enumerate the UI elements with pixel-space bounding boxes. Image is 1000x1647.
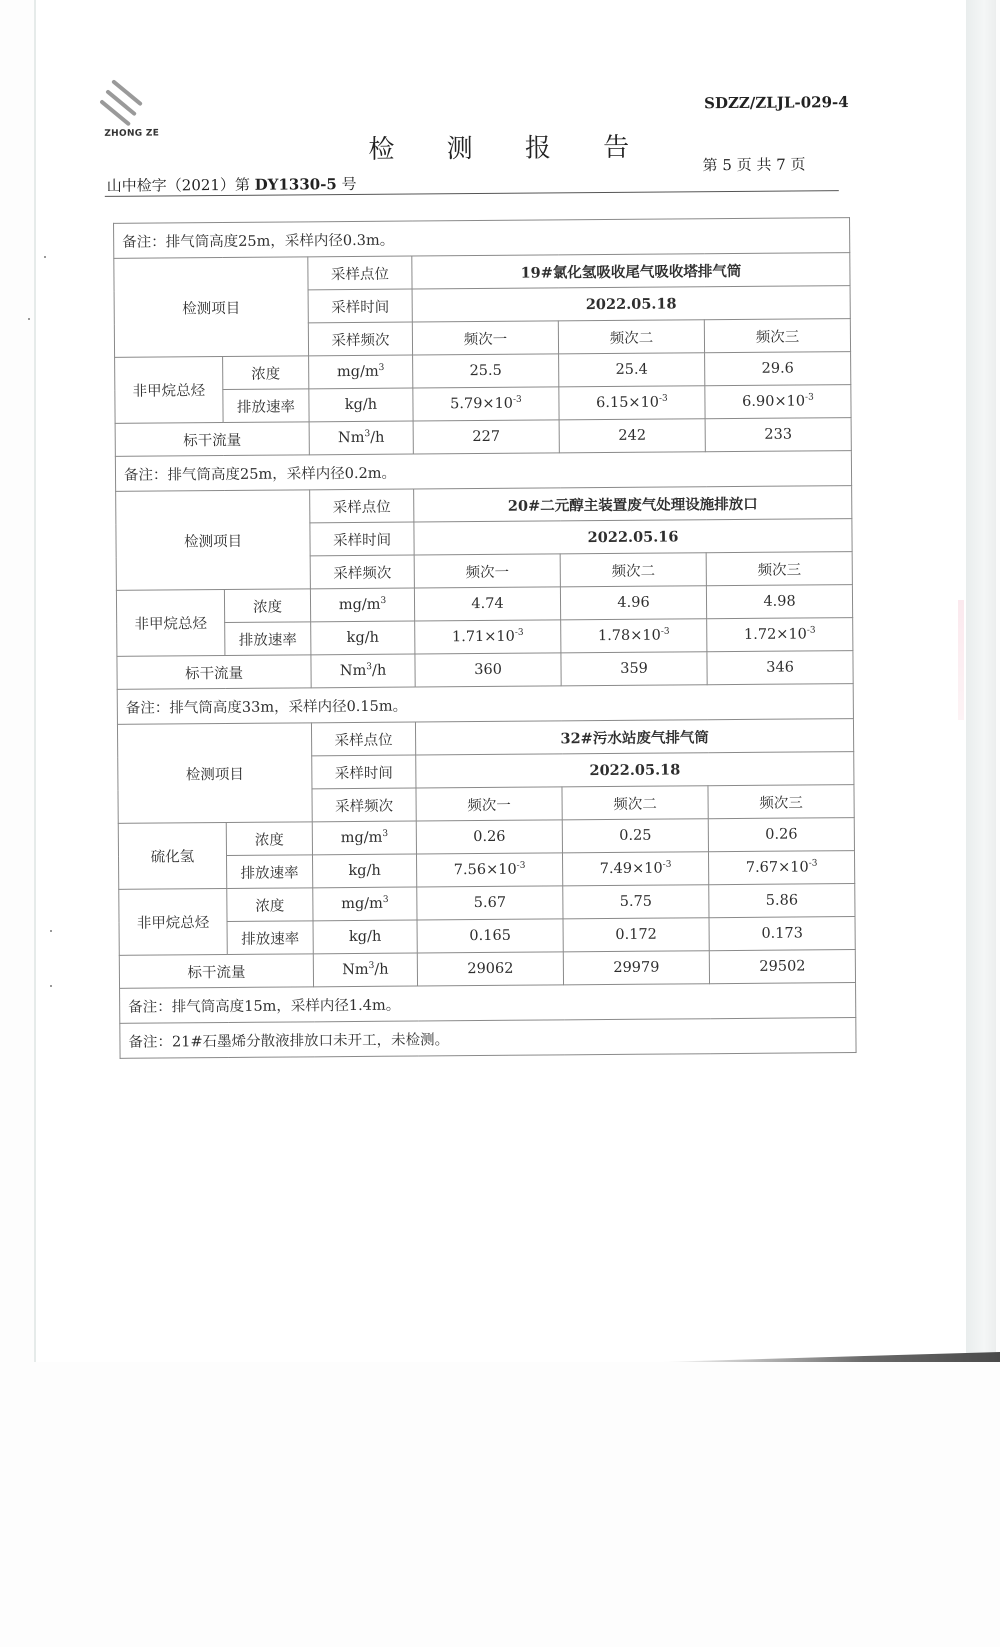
flow-value: 359	[561, 652, 707, 686]
flow-value: 360	[415, 653, 561, 687]
note-text: 备注：21#石墨烯分散液排放口未开工，未检测。	[120, 1018, 856, 1059]
note-row	[115, 451, 851, 492]
flow-value: 29062	[417, 952, 563, 986]
sampling-date: 2022.05.18	[412, 286, 850, 322]
scan-speck	[50, 930, 52, 932]
freq-2: 频次二	[558, 320, 704, 354]
sampling-date: 2022.05.18	[416, 752, 854, 788]
pollutant-name: 非甲烷总烃	[119, 888, 228, 955]
conc-unit: $mg/m^3$	[310, 588, 414, 622]
point-label: 采样点位	[310, 489, 414, 523]
report-number-suffix: 号	[341, 174, 357, 194]
conc-value: 4.96	[560, 586, 706, 620]
logo-text: ZHONG ZE	[104, 128, 160, 139]
item-header: 检测项目	[114, 257, 309, 358]
conc-value: 5.67	[417, 886, 563, 920]
rate-unit: kg/h	[313, 920, 417, 954]
sampling-point: 20#二元醇主装置废气处理设施排放口	[414, 486, 852, 522]
conc-value: 5.86	[709, 884, 855, 918]
flow-label: 标干流量	[115, 422, 309, 457]
report-number-prefix: 山中检字（2021）第	[106, 175, 250, 195]
flow-label: 标干流量	[119, 954, 313, 989]
conc-value: 25.5	[413, 354, 559, 388]
note-row	[114, 218, 850, 259]
conc-unit: $mg/m^3$	[309, 355, 413, 389]
flow-unit: Nm$^3$/h	[311, 654, 415, 688]
rate-value: 0.165	[417, 919, 563, 953]
conc-label: 浓度	[223, 356, 309, 390]
conc-value: 5.75	[563, 885, 709, 919]
freq-2: 频次二	[560, 553, 706, 587]
rate-value: $7.67\times 10^{-3}$	[708, 851, 854, 885]
conc-unit: $mg/m^3$	[313, 887, 417, 921]
flow-value: 29502	[709, 950, 855, 984]
rate-value: $7.56\times 10^{-3}$	[416, 853, 562, 887]
sampling-point: 32#污水站废气排气筒	[415, 719, 853, 755]
note-text: 备注：排气筒高度25m，采样内径0.2m。	[115, 451, 851, 492]
rate-value: $1.72\times 10^{-3}$	[707, 618, 853, 652]
conc-value: 4.74	[414, 587, 560, 621]
rate-value: $6.90\times 10^{-3}$	[705, 385, 851, 419]
conc-label: 浓度	[226, 822, 312, 856]
conc-value: 0.25	[562, 819, 708, 853]
rate-unit: kg/h	[311, 621, 415, 655]
conc-value: 25.4	[559, 353, 705, 387]
rate-label: 排放速率	[225, 622, 311, 656]
rate-value: 0.173	[709, 917, 855, 951]
note-row	[120, 983, 856, 1024]
item-header: 检测项目	[116, 490, 311, 591]
flow-value: 233	[705, 418, 851, 452]
document-code: SDZZ/ZLJL-029-4	[704, 93, 849, 113]
scan-speck	[44, 256, 46, 258]
pollutant-name: 非甲烷总烃	[115, 357, 224, 424]
scan-speck	[50, 985, 52, 987]
time-label: 采样时间	[310, 522, 414, 556]
conc-value: 0.26	[416, 820, 562, 854]
time-label: 采样时间	[308, 289, 412, 323]
freq-label: 采样频次	[308, 322, 412, 356]
pollutant-name: 非甲烷总烃	[116, 590, 225, 657]
note-row	[120, 1018, 856, 1059]
page-indicator: 第 5 页 共 7 页	[702, 155, 806, 175]
freq-1: 频次一	[412, 321, 558, 355]
rate-value: $6.15\times 10^{-3}$	[559, 386, 705, 420]
flow-value: 227	[413, 420, 559, 454]
conc-value: 0.26	[708, 818, 854, 852]
conc-label: 浓度	[227, 888, 313, 922]
report-table	[113, 217, 857, 1059]
rate-value: $7.49\times 10^{-3}$	[562, 852, 708, 886]
rate-value: 0.172	[563, 918, 709, 952]
rate-unit: kg/h	[309, 388, 413, 422]
rate-label: 排放速率	[223, 389, 309, 423]
conc-value: 4.98	[706, 585, 852, 619]
flow-label: 标干流量	[117, 655, 311, 690]
sampling-point: 19#氯化氢吸收尾气吸收塔排气筒	[412, 253, 850, 289]
time-label: 采样时间	[312, 755, 416, 789]
freq-label: 采样频次	[312, 788, 416, 822]
report-number	[107, 173, 357, 196]
conc-label: 浓度	[224, 589, 310, 623]
point-label: 采样点位	[311, 722, 415, 756]
flow-unit: Nm$^3$/h	[313, 953, 417, 987]
pollutant-name: 硫化氢	[118, 822, 227, 889]
rate-label: 排放速率	[226, 855, 312, 889]
scan-speck	[28, 318, 30, 320]
item-header: 检测项目	[117, 723, 312, 824]
conc-unit: $mg/m^3$	[312, 821, 416, 855]
freq-3: 频次三	[704, 319, 850, 353]
flow-value: 29979	[563, 951, 709, 985]
rate-value: $1.78\times 10^{-3}$	[561, 619, 707, 653]
rate-unit: kg/h	[312, 854, 416, 888]
flow-value: 242	[559, 419, 705, 453]
note-row	[117, 684, 853, 725]
note-text: 备注：排气筒高度33m，采样内径0.15m。	[117, 684, 853, 725]
point-label: 采样点位	[308, 256, 412, 290]
sampling-date: 2022.05.16	[414, 519, 852, 555]
flow-unit: Nm$^3$/h	[309, 421, 413, 455]
freq-label: 采样频次	[310, 555, 414, 589]
report-number-value: DY1330-5	[254, 175, 337, 194]
flow-value: 346	[707, 651, 853, 685]
rate-label: 排放速率	[227, 921, 313, 955]
rate-value: $5.79\times 10^{-3}$	[413, 387, 559, 421]
freq-3: 频次三	[706, 552, 852, 586]
freq-1: 频次一	[414, 554, 560, 588]
freq-3: 频次三	[708, 785, 854, 819]
rate-value: $1.71\times 10^{-3}$	[415, 620, 561, 654]
note-text: 备注：排气筒高度15m，采样内径1.4m。	[120, 983, 856, 1024]
conc-value: 29.6	[705, 352, 851, 386]
page-title: 检 测 报 告	[368, 132, 652, 165]
note-text: 备注：排气筒高度25m，采样内径0.3m。	[114, 218, 850, 259]
freq-2: 频次二	[562, 786, 708, 820]
freq-1: 频次一	[416, 787, 562, 821]
